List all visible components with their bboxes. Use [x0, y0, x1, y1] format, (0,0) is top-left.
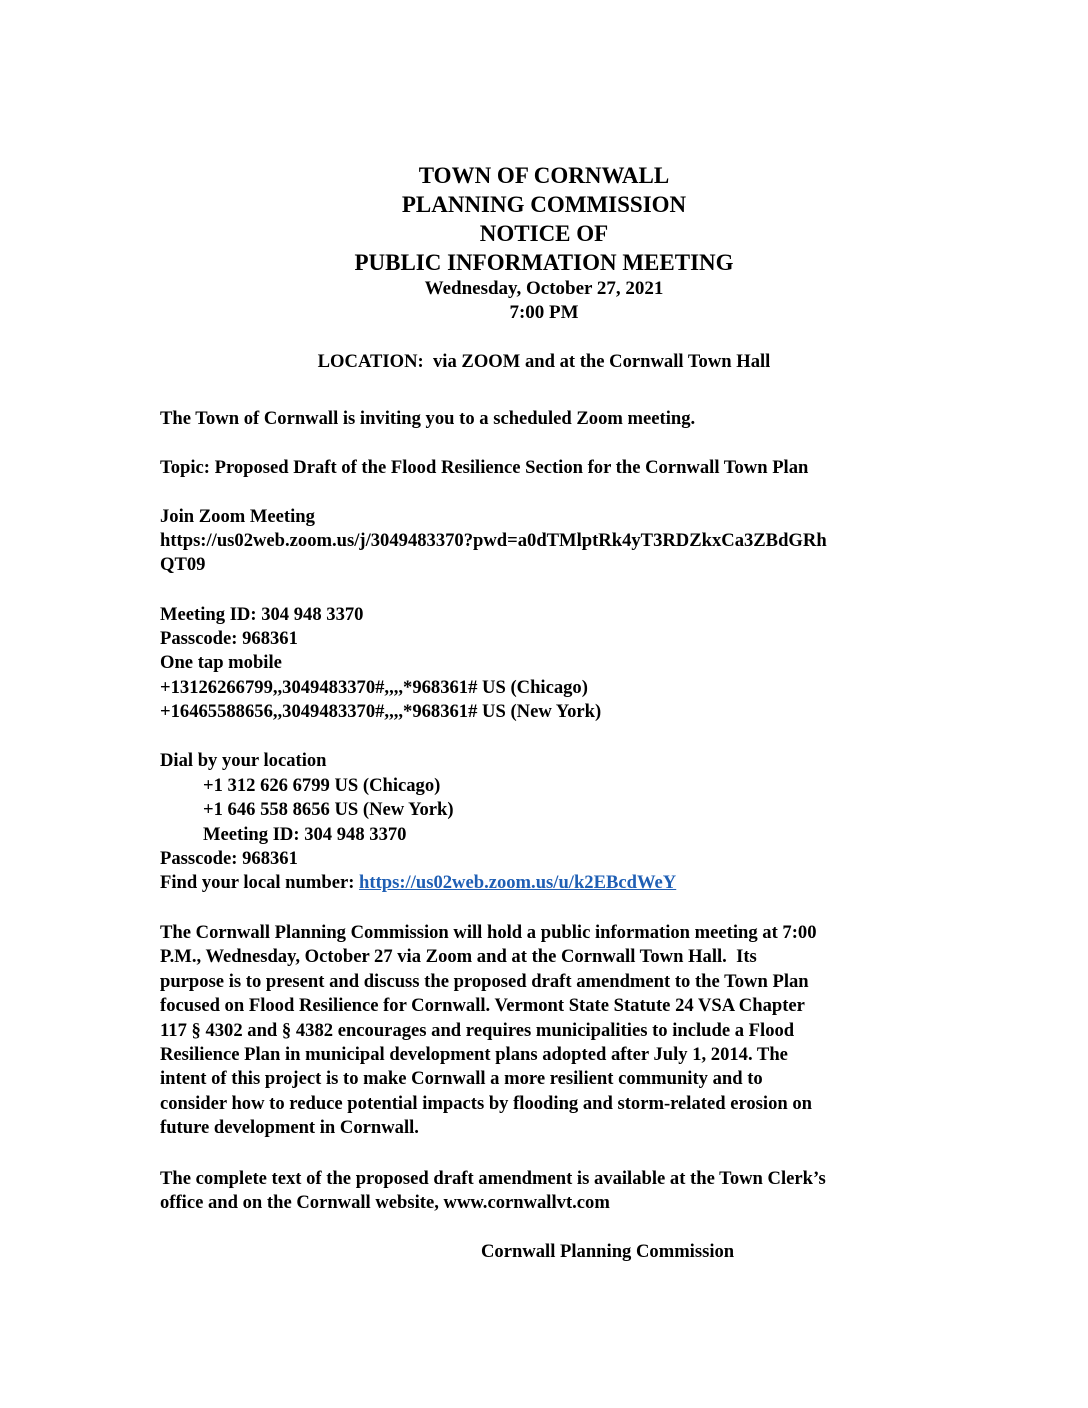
dial-label: Dial by your location [160, 750, 327, 771]
dial-chicago: +1 312 626 6799 US (Chicago) [203, 775, 441, 796]
zoom-url-line2: QT09 [160, 554, 206, 575]
location-line: LOCATION: via ZOOM and at the Cornwall Town Hall [317, 351, 771, 372]
body-paragraph-line: The Cornwall Planning Commission will hold a public information meeting at 7:00 [160, 922, 817, 943]
body-paragraph-line: future development in Cornwall. [160, 1117, 419, 1139]
invite-line: The Town of Cornwall is inviting you to a scheduled Zoom meeting. [160, 408, 696, 429]
meeting-date: Wednesday, October 27, 2021 [424, 278, 664, 299]
find-local-number [160, 874, 676, 893]
heading-meeting-type: PUBLIC INFORMATION MEETING [354, 250, 734, 275]
find-local-link[interactable]: https://us02web.zoom.us/u/k2EBcdWeY [359, 872, 677, 893]
one-tap-label: One tap mobile [160, 652, 282, 673]
topic-line: Topic: Proposed Draft of the Flood Resilience Section for the Cornwall Town Plan [160, 457, 809, 478]
availability-line: office and on the Cornwall website, www.cornwallvt.com [160, 1192, 610, 1214]
body-paragraph-line: intent of this project is to make Cornwall a more resilient community and to [160, 1068, 763, 1090]
dial-meeting-id: Meeting ID: 304 948 3370 [203, 824, 407, 845]
heading-commission: PLANNING COMMISSION [401, 192, 687, 217]
body-paragraph-line: consider how to reduce potential impacts by flooding and storm-related erosion on [160, 1092, 812, 1114]
dial-passcode: Passcode: 968361 [160, 848, 298, 869]
availability-line: The complete text of the proposed draft amendment is available at the Town Clerk’s [160, 1168, 826, 1189]
heading-notice: NOTICE OF [479, 221, 609, 246]
body-paragraph-line: focused on Flood Resilience for Cornwall. Vermont State Statute 24 VSA Chapter [160, 995, 805, 1017]
body-paragraph-line: P.M., Wednesday, October 27 via Zoom and at the Cornwall Town Hall. Its [160, 946, 757, 968]
dial-new-york: +1 646 558 8656 US (New York) [203, 799, 454, 820]
body-paragraph-line: Resilience Plan in municipal development plans adopted after July 1, 2014. The [160, 1044, 788, 1065]
join-zoom-label: Join Zoom Meeting [160, 506, 315, 527]
passcode: Passcode: 968361 [160, 628, 298, 649]
zoom-url-line1: https://us02web.zoom.us/j/3049483370?pwd=a0dTMlptRk4yT3RDZkxCa3ZBdGRh [160, 530, 827, 551]
find-local-label: Find your local number: [160, 872, 360, 893]
signature: Cornwall Planning Commission [481, 1241, 735, 1262]
meeting-time: 7:00 PM [509, 302, 579, 323]
meeting-id: Meeting ID: 304 948 3370 [160, 604, 364, 625]
one-tap-chicago: +13126266799,,3049483370#,,,,*968361# US (Chicago) [160, 677, 588, 698]
heading-town: TOWN OF CORNWALL [418, 163, 670, 188]
body-paragraph-line: 117 § 4302 and § 4382 encourages and requires municipalities to include a Flood [160, 1019, 795, 1041]
one-tap-new-york: +16465588656,,3049483370#,,,,*968361# US (New York) [160, 701, 602, 722]
body-paragraph-line: purpose is to present and discuss the proposed draft amendment to the Town Plan [160, 970, 809, 992]
